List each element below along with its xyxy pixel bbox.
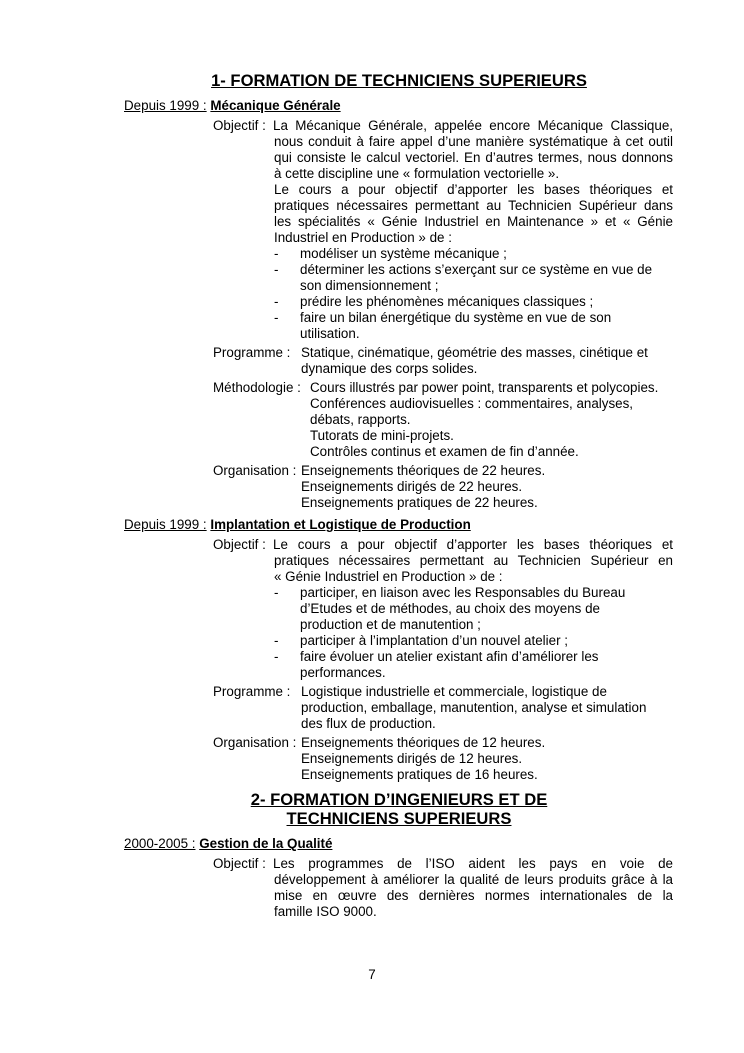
course-2-bullet: performances. (300, 665, 386, 680)
course-2-bullet: production et de manutention ; (300, 617, 481, 632)
bullet-dash: - (274, 246, 279, 261)
course-3-objectif-label: Objectif : (213, 856, 266, 871)
course-1-methodologie-line: Cours illustrés par power point, transparents et polycopies. (310, 380, 659, 395)
course-1-date: Depuis 1999 : (124, 98, 207, 113)
course-3-objectif-line: mise en œuvre des dernières normes internationales de la (274, 888, 673, 903)
section-2-heading-line-1: 2- FORMATION D’INGENIEURS ET DE (250, 790, 548, 809)
bullet-dash: - (274, 310, 279, 325)
course-3-header (124, 836, 332, 852)
bullet-dash: - (274, 633, 279, 648)
course-1-programme-line: Statique, cinématique, géométrie des masses, cinétique et (301, 345, 648, 360)
course-2-organisation-line: Enseignements théoriques de 12 heures. (301, 735, 546, 750)
course-1-objectif-line: les spécialités « Génie Industriel en Maintenance » et « Génie (274, 214, 673, 229)
course-2-bullet: d’Etudes et de méthodes, au choix des moyens de (300, 601, 600, 616)
course-1-objectif-line: qui consiste le calcul vectoriel. En d’autres termes, nous donnons (274, 150, 673, 165)
course-2-organisation-label: Organisation : (213, 735, 297, 750)
course-2-objectif-line: Le cours a pour objectif d’apporter les bases théoriques et (273, 537, 673, 552)
bullet-dash: - (274, 649, 279, 664)
section-1-heading: 1- FORMATION DE TECHNICIENS SUPERIEURS (211, 71, 587, 90)
course-1-objectif-line: à cette discipline une « formulation vectorielle ». (274, 166, 560, 181)
course-1-objectif-line: nous conduit à faire appel d’une manière systématique à cet outil (274, 134, 673, 149)
course-1-methodologie-line: débats, rapports. (310, 412, 411, 427)
course-3-objectif-line: famille ISO 9000. (274, 904, 377, 919)
course-1-objectif-line: Le cours a pour objectif d’apporter les bases théoriques et (274, 182, 673, 197)
course-1-bullet: son dimensionnement ; (300, 278, 439, 293)
course-1-bullet: faire un bilan énergétique du système en vue de son (300, 310, 612, 325)
course-3-title: Gestion de la Qualité (199, 836, 333, 851)
page-number: 7 (368, 967, 376, 982)
course-1-organisation-line: Enseignements théoriques de 22 heures. (301, 463, 546, 478)
course-1-organisation-line: Enseignements pratiques de 22 heures. (301, 495, 538, 510)
course-3-objectif-line: Les programmes de l’ISO aident les pays en voie de (273, 856, 673, 871)
course-1-bullet: utilisation. (300, 326, 360, 341)
bullet-dash: - (274, 262, 279, 277)
bullet-dash: - (274, 585, 279, 600)
course-1-header (124, 98, 341, 114)
bullet-dash: - (274, 294, 279, 309)
course-2-header (124, 517, 471, 533)
course-1-methodologie-label: Méthodologie : (213, 380, 301, 395)
section-2-heading-line-2: TECHNICIENS SUPERIEURS (286, 809, 512, 828)
course-1-programme-line: dynamique des corps solides. (301, 361, 478, 376)
course-1-organisation-line: Enseignements dirigés de 22 heures. (301, 479, 523, 494)
course-1-methodologie-line: Tutorats de mini-projets. (310, 428, 454, 443)
course-1-methodologie-line: Contrôles continus et examen de fin d’année. (310, 444, 579, 459)
course-2-programme-line: des flux de production. (301, 716, 436, 731)
course-2-organisation-line: Enseignements dirigés de 12 heures. (301, 751, 523, 766)
course-1-objectif-line: Industriel en Production » de : (274, 230, 452, 245)
course-2-title: Implantation et Logistique de Production (210, 517, 471, 532)
course-2-bullet: participer, en liaison avec les Responsables du Bureau (300, 585, 626, 600)
course-1-bullet: prédire les phénomènes mécaniques classiques ; (300, 294, 594, 309)
course-2-bullet: participer à l’implantation d’un nouvel atelier ; (300, 633, 568, 648)
course-1-organisation-label: Organisation : (213, 463, 297, 478)
course-1-objectif-label: Objectif : (213, 118, 266, 133)
course-1-programme-label: Programme : (213, 345, 291, 360)
course-3-date: 2000-2005 : (124, 836, 196, 851)
course-2-programme-line: Logistique industrielle et commerciale, logistique de (301, 684, 607, 699)
course-2-objectif-line: « Génie Industriel en Production » de : (274, 569, 503, 584)
course-1-objectif-line: La Mécanique Générale, appelée encore Mécanique Classique, (273, 118, 673, 133)
course-1-bullet: modéliser un système mécanique ; (300, 246, 507, 261)
course-3-objectif-line: développement à améliorer la qualité de leurs produits grâce à la (274, 872, 673, 887)
course-1-title: Mécanique Générale (210, 98, 341, 113)
course-2-programme-label: Programme : (213, 684, 291, 699)
course-2-bullet: faire évoluer un atelier existant afin d’améliorer les (300, 649, 599, 664)
course-2-organisation-line: Enseignements pratiques de 16 heures. (301, 767, 538, 782)
course-1-bullet: déterminer les actions s’exerçant sur ce système en vue de (300, 262, 653, 277)
course-1-objectif-line: pratiques nécessaires permettant au Technicien Supérieur dans (274, 198, 673, 213)
course-2-programme-line: production, emballage, manutention, analyse et simulation (301, 700, 647, 715)
course-2-objectif-line: pratiques nécessaires permettant au Technicien Supérieur en (274, 553, 673, 568)
course-2-objectif-label: Objectif : (213, 537, 266, 552)
course-1-methodologie-line: Conférences audiovisuelles : commentaires, analyses, (310, 396, 634, 411)
course-2-date: Depuis 1999 : (124, 517, 207, 532)
